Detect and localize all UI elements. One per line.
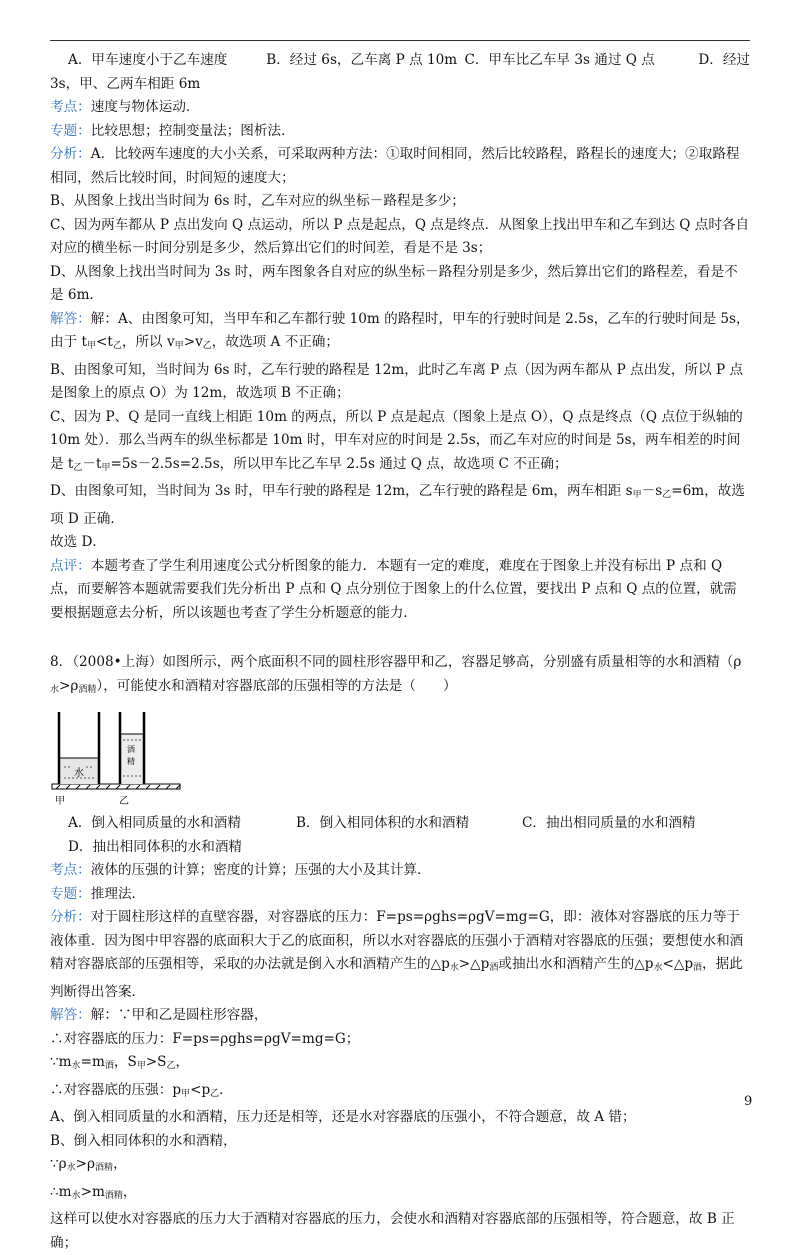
q8-jieda-text: =m xyxy=(80,1054,105,1070)
q8-jieda-2: ∴对容器底的压力：F=ps=ρghs=ρgV=mg=G； xyxy=(50,1030,360,1047)
q8-fenxi-text: 对于圆柱形这样的直壁容器，对容器底的压力：F=ps=ρghs=ρgV=mg=G，即：液体对容器底的压力等于液体重．因为图中甲容器的底面积大于乙的底面积，所以水对容器底的压强小于酒精对容器底的压强；要想使水和酒精对容器底部的压强相等，采取的办法就是倒入水和酒精产生的△p xyxy=(50,909,744,972)
sub: 乙 xyxy=(210,1088,220,1099)
q8-jieda-text: ． xyxy=(219,1081,233,1098)
q7-jieda-b: B、由图象可知，当时间为 6s 时，乙车行驶的路程是 12m，此时乙车离 P 点（因为两车都从 P 点出发，所以 P 点是图象上的原点 O）为 12m，故选项 B 不正确； xyxy=(50,361,744,401)
q8-jieda-5: A、倒入相同质量的水和酒精，压力还是相等，还是水对容器底的压强小，不符合题意，故 A 错； xyxy=(50,1109,636,1125)
q7-jieda-a-text: >v xyxy=(183,334,203,350)
sub: 乙 xyxy=(662,490,672,500)
q8-options-row2 xyxy=(50,836,750,860)
q7-kaodian-label: 考点： xyxy=(50,99,91,115)
header-rule xyxy=(50,40,750,41)
q7-option-c: C．甲车比乙车早 3s 通过 Q 点 xyxy=(464,52,655,68)
sub: 乙 xyxy=(202,341,212,351)
q7-jieda-a-text: <t xyxy=(96,334,113,350)
q7-answer: 故选 D． xyxy=(50,534,107,550)
q8-option-c: C．抽出相同质量的水和酒精 xyxy=(522,815,696,831)
q8-jieda-text: <p xyxy=(190,1081,211,1098)
q7-fenxi-text-a: A．比较两车速度的大小关系，可采取两种方法：①取时间相同，然后比较路程，路程长的速度大；②取路程相同，然后比较时间，时间短的速度大； xyxy=(50,146,740,186)
q7-fenxi-b: B、从图象上找出当时间为 6s 时，乙车对应的纵坐标－路程是多少； xyxy=(50,193,465,209)
q7-dianping xyxy=(50,555,750,626)
q7-jieda-d xyxy=(50,480,750,531)
q8-jieda-4 xyxy=(50,1079,753,1109)
alcohol-label-1: 酒 xyxy=(127,745,135,754)
q7-option-a: A．甲车速度小于乙车速度 xyxy=(68,52,228,68)
q8-jieda-text: ，S xyxy=(113,1054,137,1070)
sub: 水 xyxy=(653,963,663,973)
q7-jieda-c-text: －t xyxy=(82,455,102,472)
q8-fenxi-text: >△p xyxy=(458,956,490,972)
q7-jieda-a-text: ，所以 v xyxy=(121,334,175,350)
q8-jieda-text: >m xyxy=(80,1183,105,1200)
q8-zhuanti xyxy=(50,883,750,907)
q7-jieda-d-text: =6m，故选项 D 正确． xyxy=(50,483,745,527)
page-content xyxy=(50,49,753,1255)
q8-stem-text: ），可能使水和酒精对容器底部的压强相等的方法是（ ） xyxy=(96,677,457,694)
sub: 水 xyxy=(449,963,459,973)
q7-zhuanti xyxy=(50,120,750,144)
containers-diagram xyxy=(50,710,190,810)
q7-fenxi-d: D、从图象上找出当时间为 3s 时，两车图象各自对应的纵坐标－路程分别是多少，然后算出它们的路程差，看是不是 6m． xyxy=(50,263,738,303)
q7-kaodian-text: 速度与物体运动． xyxy=(90,99,200,115)
sub: 酒精 xyxy=(104,1190,123,1201)
q7-option-b: B．经过 6s，乙车离 P 点 10m xyxy=(266,52,458,68)
sub: 酒精 xyxy=(78,684,97,695)
q7-dianping-label: 点评： xyxy=(50,557,91,574)
sub: 酒 xyxy=(104,1061,114,1071)
q8-option-b: B．倒入相同体积的水和酒精 xyxy=(296,815,470,831)
q8-jieda-text: ， xyxy=(113,1156,127,1172)
q8-kaodian-text: 液体的压强的计算；密度的计算；压强的大小及其计算． xyxy=(90,862,431,878)
q8-fenxi-text: 或抽出水和酒精产生的△p xyxy=(498,956,654,972)
q7-jieda-c xyxy=(50,406,750,481)
q7-zhuanti-label: 专题： xyxy=(50,122,91,139)
q7-jieda-c-text: C、因为 P、Q 是同一直线上相距 10m 的两点，所以 P 点是起点（图象上是点 O），Q 点是终点（Q 点位于纵轴的 10m 处）．那么当两车的纵坐标都是 10m 时，甲车对应的时间是 2.5s，而乙车对应的时间是 5s，两车相差的时间是 t xyxy=(50,408,743,472)
sub: 乙 xyxy=(73,462,83,473)
q7-fenxi-c: C、因为两车都从 P 点出发向 Q 点运动，所以 P 点是起点，Q 点是终点．从图象上找出甲车和乙车到达 Q 点时各自对应的横坐标－时间分别是多少，然后算出它们的时间差，看是不是 3s； xyxy=(50,216,750,256)
water-label: 水 xyxy=(74,768,84,779)
q7-fenxi-label: 分析： xyxy=(50,146,91,162)
q8-jieda-6: B、倒入相同体积的水和酒精， xyxy=(50,1132,237,1149)
q8-kaodian xyxy=(50,859,750,883)
q7-options xyxy=(50,49,750,73)
q7-jieda-d-text: －s xyxy=(641,483,663,499)
q8-kaodian-label: 考点： xyxy=(50,862,91,878)
q7-option-d: D．经过 xyxy=(698,52,751,68)
sub: 水 xyxy=(66,1163,76,1173)
q8-jieda-text: >ρ xyxy=(75,1156,96,1172)
container-jia xyxy=(59,712,99,784)
q8-jieda-text: 解：∵甲和乙是圆柱形容器， xyxy=(90,1007,268,1023)
q8-jieda-text: ∴m xyxy=(50,1183,72,1200)
q7-zhuanti-text: 比较思想；控制变量法；图析法． xyxy=(90,122,295,139)
q8-fenxi-text: ，据此判断得出答案． xyxy=(50,956,743,1000)
q8-jieda-8 xyxy=(50,1181,750,1209)
q8-jieda-label: 解答： xyxy=(50,1007,91,1023)
q8-jieda-text: ， xyxy=(175,1054,190,1070)
sub: 甲 xyxy=(86,341,96,351)
q8-option-a: A．倒入相同质量的水和酒精 xyxy=(68,815,241,831)
q7-jieda-a-text: 解：A、由图象可知，当甲车和乙车都行驶 10m 的路程时，甲车的行驶时间是 2.5s，乙车的行驶时间是 5s，由于 t xyxy=(50,310,750,350)
q7-jieda-a-text: ，故选项 A 不正确； xyxy=(211,334,339,350)
q8-options-row1 xyxy=(50,812,750,836)
label-yi: 乙 xyxy=(119,796,129,807)
ground xyxy=(52,784,180,789)
q7-option-d-cont: 3s，甲、乙两车相距 6m xyxy=(50,75,201,92)
q7-fenxi-a xyxy=(50,143,750,190)
q8-fenxi-text: <△p xyxy=(662,956,694,972)
q8-jieda-text: ∵ρ xyxy=(50,1156,67,1172)
q8-jieda-7 xyxy=(50,1153,750,1181)
q7-jieda-d-text: D、由图象可知，当时间为 3s 时，甲车行驶的路程是 12m，乙车行驶的路程是 6m，两车相距 s xyxy=(50,483,633,499)
page-number: 9 xyxy=(744,1094,753,1109)
q8-fenxi-label: 分析： xyxy=(50,909,91,925)
q7-jieda-a xyxy=(50,308,750,359)
q8-jieda-text: ， xyxy=(122,1183,137,1200)
sub: 甲 xyxy=(101,462,111,473)
q8-stem-text: >ρ xyxy=(59,677,79,694)
q8-stem xyxy=(50,651,750,702)
q7-dianping-text: 本题考查了学生利用速度公式分析图象的能力．本题有一定的难度，难度在于图象上并没有标出 P 点和 Q 点，而要解答本题就需要我们先分析出 P 点和 Q 点分别位于图象上的什么位置，要找出 P 点和 Q 点的位置，就需要根据题意去分析，所以该题也考查了学生分析题意的能力． xyxy=(50,557,737,621)
q8-zhuanti-label: 专题： xyxy=(50,885,91,902)
q7-kaodian xyxy=(50,96,750,120)
q8-stem-text: 8．（2008•上海）如图所示，两个底面积不同的圆柱形容器甲和乙，容器足够高，分别盛有质量相等的水和酒精（ρ xyxy=(50,654,742,670)
q8-jieda-text: ∴对容器底的压强：p xyxy=(50,1081,182,1098)
q8-jieda-3 xyxy=(50,1051,750,1079)
container-figure xyxy=(50,710,190,810)
sub: 水 xyxy=(71,1190,81,1201)
q7-jieda-label: 解答： xyxy=(50,310,91,327)
sub: 水 xyxy=(71,1061,81,1071)
sub: 甲 xyxy=(632,490,642,500)
container-yi xyxy=(120,712,144,784)
alcohol-label-2: 精 xyxy=(127,757,135,766)
q8-option-d: D．抽出相同体积的水和酒精 xyxy=(68,838,243,855)
q7-jieda-c-text: =5s－2.5s=2.5s，所以甲车比乙车早 2.5s 通过 Q 点，故选项 C 不正确； xyxy=(110,455,568,472)
sub: 甲 xyxy=(136,1061,146,1071)
sub: 水 xyxy=(50,684,60,695)
q8-jieda-text: ∵m xyxy=(50,1054,72,1070)
sub: 乙 xyxy=(112,341,122,351)
sub: 酒精 xyxy=(95,1163,114,1173)
sub: 甲 xyxy=(181,1088,191,1099)
label-jia: 甲 xyxy=(55,796,65,807)
sub: 乙 xyxy=(166,1061,176,1071)
q8-jieda-9: 这样可以使水对容器底的压力大于酒精对容器底的压力，会使水和酒精对容器底部的压强相等，符合题意，故 B 正确； xyxy=(50,1211,735,1251)
sub: 酒 xyxy=(693,963,703,973)
sub: 酒 xyxy=(489,963,499,973)
q8-zhuanti-text: 推理法． xyxy=(90,885,146,902)
q8-fenxi xyxy=(50,906,750,1004)
q8-jieda-1 xyxy=(50,1004,750,1028)
q8-jieda-text: >S xyxy=(145,1054,167,1070)
sub: 甲 xyxy=(174,341,184,351)
